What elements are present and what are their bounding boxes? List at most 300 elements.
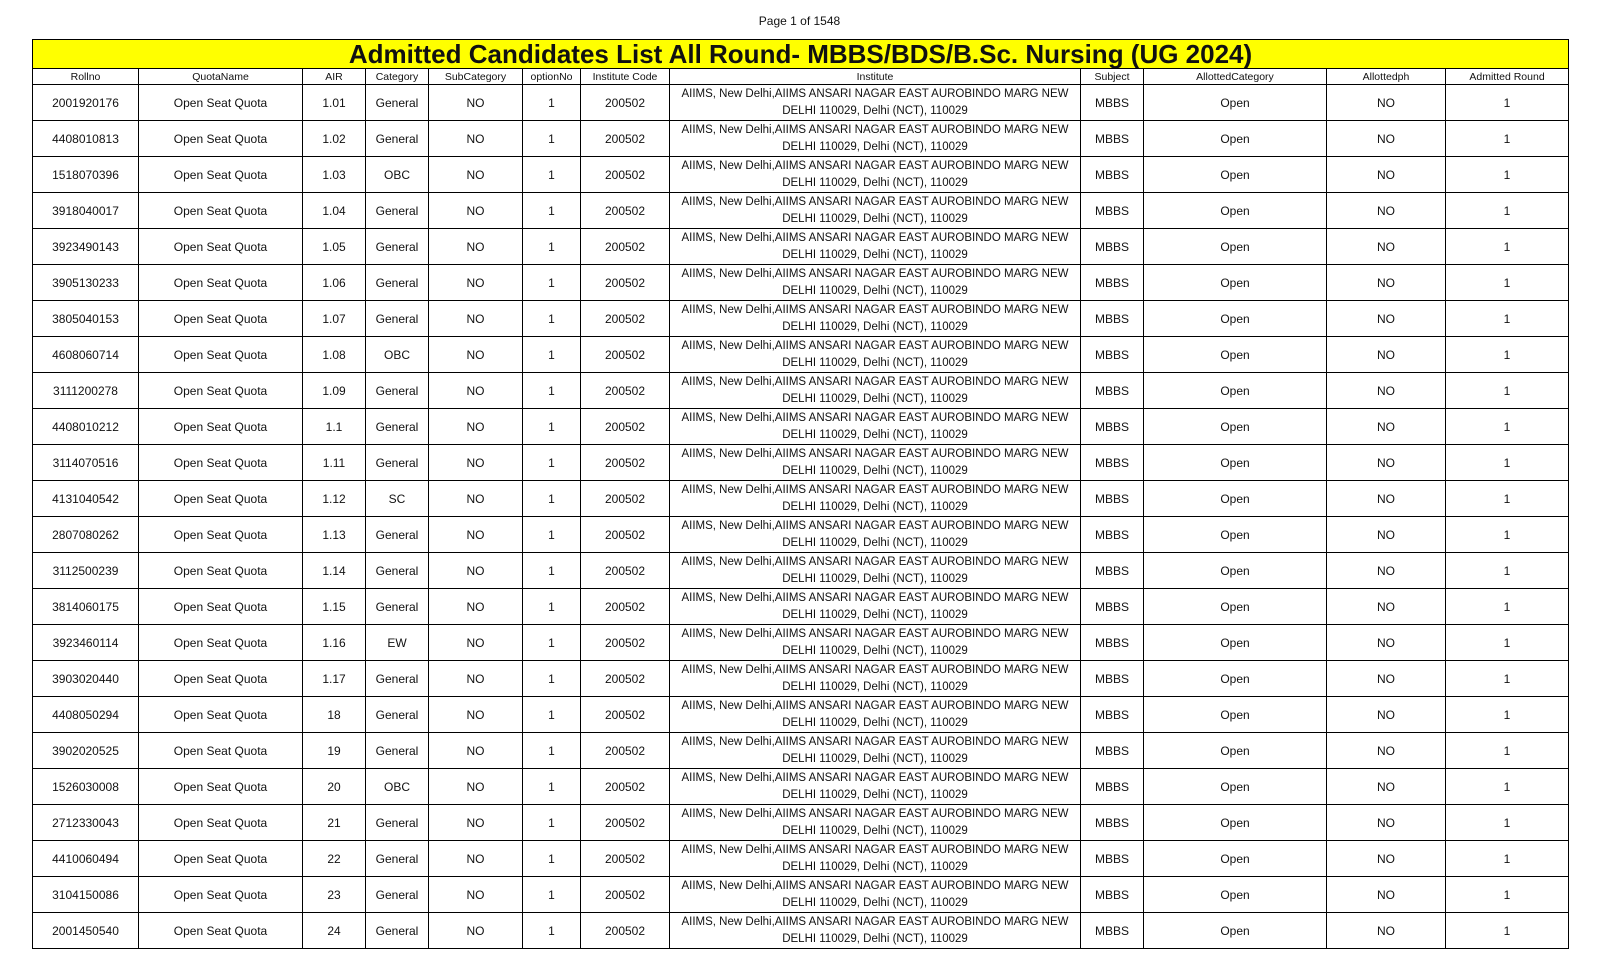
cell-category: General	[366, 265, 429, 301]
table-row	[33, 589, 1569, 625]
column-header: Admitted Round	[1446, 69, 1569, 85]
cell-subject: MBBS	[1081, 589, 1144, 625]
cell-subcategory: NO	[429, 85, 523, 121]
cell-subject: MBBS	[1081, 841, 1144, 877]
cell-allotted-ph: NO	[1327, 157, 1446, 193]
cell-subject: MBBS	[1081, 373, 1144, 409]
cell-option-no: 1	[523, 877, 581, 913]
cell-allotted-category: Open	[1144, 301, 1327, 337]
cell-air: 1.1	[303, 409, 366, 445]
cell-subject: MBBS	[1081, 625, 1144, 661]
cell-institute-code: 200502	[581, 877, 670, 913]
cell-admitted-round: 1	[1446, 697, 1569, 733]
cell-rollno: 3923460114	[33, 625, 139, 661]
institute-line-1: AIIMS, New Delhi,AIIMS ANSARI NAGAR EAST AUROBINDO MARG NEW	[681, 231, 1069, 244]
institute-line-2: DELHI 110029, Delhi (NCT), 110029	[782, 824, 968, 837]
cell-quota-name: Open Seat Quota	[139, 517, 303, 553]
cell-rollno: 2712330043	[33, 805, 139, 841]
cell-institute	[670, 805, 1081, 841]
cell-quota-name: Open Seat Quota	[139, 265, 303, 301]
cell-institute	[670, 121, 1081, 157]
cell-admitted-round: 1	[1446, 409, 1569, 445]
cell-option-no: 1	[523, 589, 581, 625]
institute-line-1: AIIMS, New Delhi,AIIMS ANSARI NAGAR EAST AUROBINDO MARG NEW	[681, 555, 1069, 568]
cell-option-no: 1	[523, 553, 581, 589]
cell-air: 1.15	[303, 589, 366, 625]
cell-quota-name: Open Seat Quota	[139, 157, 303, 193]
cell-air: 1.03	[303, 157, 366, 193]
institute-line-1: AIIMS, New Delhi,AIIMS ANSARI NAGAR EAST AUROBINDO MARG NEW	[681, 771, 1069, 784]
cell-subject: MBBS	[1081, 805, 1144, 841]
cell-category: General	[366, 553, 429, 589]
cell-rollno: 4608060714	[33, 337, 139, 373]
cell-option-no: 1	[523, 733, 581, 769]
cell-institute	[670, 841, 1081, 877]
cell-subject: MBBS	[1081, 697, 1144, 733]
cell-rollno: 4410060494	[33, 841, 139, 877]
cell-option-no: 1	[523, 769, 581, 805]
document-title: Admitted Candidates List All Round- MBBS/BDS/B.Sc. Nursing (UG 2024)	[33, 40, 1569, 69]
cell-quota-name: Open Seat Quota	[139, 409, 303, 445]
cell-allotted-ph: NO	[1327, 265, 1446, 301]
cell-allotted-ph: NO	[1327, 121, 1446, 157]
cell-admitted-round: 1	[1446, 805, 1569, 841]
cell-subcategory: NO	[429, 805, 523, 841]
cell-admitted-round: 1	[1446, 517, 1569, 553]
cell-institute	[670, 589, 1081, 625]
cell-admitted-round: 1	[1446, 841, 1569, 877]
cell-allotted-category: Open	[1144, 553, 1327, 589]
institute-line-2: DELHI 110029, Delhi (NCT), 110029	[782, 860, 968, 873]
cell-rollno: 3104150086	[33, 877, 139, 913]
cell-allotted-ph: NO	[1327, 625, 1446, 661]
cell-allotted-ph: NO	[1327, 841, 1446, 877]
institute-line-1: AIIMS, New Delhi,AIIMS ANSARI NAGAR EAST AUROBINDO MARG NEW	[681, 159, 1069, 172]
column-header: Subject	[1081, 69, 1144, 85]
institute-line-2: DELHI 110029, Delhi (NCT), 110029	[782, 788, 968, 801]
cell-option-no: 1	[523, 337, 581, 373]
cell-allotted-category: Open	[1144, 805, 1327, 841]
cell-allotted-ph: NO	[1327, 589, 1446, 625]
cell-allotted-category: Open	[1144, 769, 1327, 805]
cell-allotted-category: Open	[1144, 661, 1327, 697]
institute-line-2: DELHI 110029, Delhi (NCT), 110029	[782, 932, 968, 945]
cell-institute	[670, 193, 1081, 229]
cell-air: 1.17	[303, 661, 366, 697]
cell-institute-code: 200502	[581, 157, 670, 193]
institute-line-1: AIIMS, New Delhi,AIIMS ANSARI NAGAR EAST AUROBINDO MARG NEW	[681, 699, 1069, 712]
table-row	[33, 517, 1569, 553]
cell-institute-code: 200502	[581, 445, 670, 481]
cell-allotted-ph: NO	[1327, 877, 1446, 913]
table-row	[33, 481, 1569, 517]
cell-allotted-ph: NO	[1327, 337, 1446, 373]
cell-allotted-ph: NO	[1327, 373, 1446, 409]
cell-air: 1.09	[303, 373, 366, 409]
column-header: Allottedph	[1327, 69, 1446, 85]
institute-line-1: AIIMS, New Delhi,AIIMS ANSARI NAGAR EAST AUROBINDO MARG NEW	[681, 663, 1069, 676]
cell-air: 1.02	[303, 121, 366, 157]
cell-institute	[670, 157, 1081, 193]
institute-line-2: DELHI 110029, Delhi (NCT), 110029	[782, 896, 968, 909]
cell-quota-name: Open Seat Quota	[139, 625, 303, 661]
institute-line-2: DELHI 110029, Delhi (NCT), 110029	[782, 644, 968, 657]
cell-subject: MBBS	[1081, 229, 1144, 265]
cell-subcategory: NO	[429, 301, 523, 337]
cell-subcategory: NO	[429, 877, 523, 913]
cell-rollno: 3814060175	[33, 589, 139, 625]
table-row	[33, 805, 1569, 841]
cell-option-no: 1	[523, 805, 581, 841]
cell-allotted-category: Open	[1144, 373, 1327, 409]
cell-allotted-category: Open	[1144, 841, 1327, 877]
cell-quota-name: Open Seat Quota	[139, 337, 303, 373]
institute-line-1: AIIMS, New Delhi,AIIMS ANSARI NAGAR EAST AUROBINDO MARG NEW	[681, 411, 1069, 424]
cell-quota-name: Open Seat Quota	[139, 877, 303, 913]
column-header: AllottedCategory	[1144, 69, 1327, 85]
cell-allotted-category: Open	[1144, 733, 1327, 769]
cell-rollno: 1518070396	[33, 157, 139, 193]
cell-allotted-category: Open	[1144, 625, 1327, 661]
institute-line-1: AIIMS, New Delhi,AIIMS ANSARI NAGAR EAST AUROBINDO MARG NEW	[681, 303, 1069, 316]
cell-institute-code: 200502	[581, 265, 670, 301]
cell-institute	[670, 913, 1081, 949]
table-row	[33, 373, 1569, 409]
cell-admitted-round: 1	[1446, 121, 1569, 157]
cell-subcategory: NO	[429, 769, 523, 805]
cell-air: 24	[303, 913, 366, 949]
cell-allotted-ph: NO	[1327, 553, 1446, 589]
table-row	[33, 445, 1569, 481]
cell-institute-code: 200502	[581, 85, 670, 121]
cell-rollno: 4408010813	[33, 121, 139, 157]
table-row	[33, 229, 1569, 265]
cell-institute-code: 200502	[581, 805, 670, 841]
cell-quota-name: Open Seat Quota	[139, 769, 303, 805]
cell-subcategory: NO	[429, 373, 523, 409]
cell-subcategory: NO	[429, 193, 523, 229]
cell-quota-name: Open Seat Quota	[139, 481, 303, 517]
cell-rollno: 3805040153	[33, 301, 139, 337]
column-header: Rollno	[33, 69, 139, 85]
cell-allotted-ph: NO	[1327, 85, 1446, 121]
cell-category: OBC	[366, 769, 429, 805]
column-header: Institute Code	[581, 69, 670, 85]
cell-allotted-category: Open	[1144, 445, 1327, 481]
cell-subcategory: NO	[429, 697, 523, 733]
cell-quota-name: Open Seat Quota	[139, 589, 303, 625]
cell-rollno: 4131040542	[33, 481, 139, 517]
cell-admitted-round: 1	[1446, 85, 1569, 121]
cell-allotted-category: Open	[1144, 85, 1327, 121]
cell-option-no: 1	[523, 481, 581, 517]
cell-allotted-ph: NO	[1327, 697, 1446, 733]
cell-admitted-round: 1	[1446, 589, 1569, 625]
cell-quota-name: Open Seat Quota	[139, 661, 303, 697]
cell-category: OBC	[366, 337, 429, 373]
cell-institute-code: 200502	[581, 553, 670, 589]
institute-line-2: DELHI 110029, Delhi (NCT), 110029	[782, 428, 968, 441]
table-row	[33, 301, 1569, 337]
column-header: optionNo	[523, 69, 581, 85]
cell-institute	[670, 445, 1081, 481]
cell-institute-code: 200502	[581, 733, 670, 769]
cell-option-no: 1	[523, 661, 581, 697]
cell-institute-code: 200502	[581, 913, 670, 949]
cell-institute	[670, 85, 1081, 121]
cell-rollno: 2001450540	[33, 913, 139, 949]
cell-rollno: 3923490143	[33, 229, 139, 265]
table-row	[33, 625, 1569, 661]
cell-institute-code: 200502	[581, 769, 670, 805]
cell-subject: MBBS	[1081, 445, 1144, 481]
cell-subject: MBBS	[1081, 85, 1144, 121]
cell-allotted-ph: NO	[1327, 445, 1446, 481]
cell-category: SC	[366, 481, 429, 517]
cell-category: General	[366, 409, 429, 445]
column-header: AIR	[303, 69, 366, 85]
cell-subject: MBBS	[1081, 265, 1144, 301]
institute-line-2: DELHI 110029, Delhi (NCT), 110029	[782, 392, 968, 405]
institute-line-2: DELHI 110029, Delhi (NCT), 110029	[782, 140, 968, 153]
cell-admitted-round: 1	[1446, 337, 1569, 373]
cell-admitted-round: 1	[1446, 265, 1569, 301]
cell-admitted-round: 1	[1446, 373, 1569, 409]
cell-subcategory: NO	[429, 589, 523, 625]
cell-air: 1.11	[303, 445, 366, 481]
cell-institute-code: 200502	[581, 301, 670, 337]
cell-institute	[670, 481, 1081, 517]
cell-option-no: 1	[523, 193, 581, 229]
cell-allotted-ph: NO	[1327, 301, 1446, 337]
cell-option-no: 1	[523, 517, 581, 553]
cell-admitted-round: 1	[1446, 481, 1569, 517]
institute-line-1: AIIMS, New Delhi,AIIMS ANSARI NAGAR EAST AUROBINDO MARG NEW	[681, 807, 1069, 820]
table-row	[33, 877, 1569, 913]
cell-subcategory: NO	[429, 625, 523, 661]
cell-option-no: 1	[523, 373, 581, 409]
cell-subject: MBBS	[1081, 517, 1144, 553]
cell-subcategory: NO	[429, 661, 523, 697]
institute-line-1: AIIMS, New Delhi,AIIMS ANSARI NAGAR EAST AUROBINDO MARG NEW	[681, 447, 1069, 460]
cell-allotted-ph: NO	[1327, 481, 1446, 517]
cell-air: 1.16	[303, 625, 366, 661]
cell-subject: MBBS	[1081, 661, 1144, 697]
cell-allotted-category: Open	[1144, 121, 1327, 157]
cell-institute-code: 200502	[581, 229, 670, 265]
table-row	[33, 121, 1569, 157]
cell-allotted-category: Open	[1144, 589, 1327, 625]
cell-quota-name: Open Seat Quota	[139, 85, 303, 121]
cell-quota-name: Open Seat Quota	[139, 841, 303, 877]
cell-air: 1.06	[303, 265, 366, 301]
table-row	[33, 553, 1569, 589]
table-row	[33, 265, 1569, 301]
cell-rollno: 3902020525	[33, 733, 139, 769]
cell-option-no: 1	[523, 301, 581, 337]
cell-allotted-ph: NO	[1327, 661, 1446, 697]
cell-allotted-category: Open	[1144, 409, 1327, 445]
table-row	[33, 193, 1569, 229]
cell-subject: MBBS	[1081, 409, 1144, 445]
cell-allotted-category: Open	[1144, 913, 1327, 949]
cell-subject: MBBS	[1081, 553, 1144, 589]
cell-quota-name: Open Seat Quota	[139, 121, 303, 157]
cell-category: General	[366, 697, 429, 733]
institute-line-2: DELHI 110029, Delhi (NCT), 110029	[782, 608, 968, 621]
table-row	[33, 409, 1569, 445]
cell-admitted-round: 1	[1446, 913, 1569, 949]
cell-allotted-ph: NO	[1327, 733, 1446, 769]
cell-option-no: 1	[523, 913, 581, 949]
table-row	[33, 157, 1569, 193]
page-number: Page 1 of 1548	[758, 14, 841, 28]
cell-subcategory: NO	[429, 913, 523, 949]
cell-category: General	[366, 229, 429, 265]
table-body	[33, 85, 1569, 949]
cell-admitted-round: 1	[1446, 157, 1569, 193]
cell-institute-code: 200502	[581, 589, 670, 625]
cell-admitted-round: 1	[1446, 553, 1569, 589]
cell-allotted-ph: NO	[1327, 805, 1446, 841]
institute-line-2: DELHI 110029, Delhi (NCT), 110029	[782, 752, 968, 765]
cell-allotted-category: Open	[1144, 229, 1327, 265]
institute-line-2: DELHI 110029, Delhi (NCT), 110029	[782, 104, 968, 117]
cell-institute-code: 200502	[581, 121, 670, 157]
cell-institute	[670, 697, 1081, 733]
institute-line-1: AIIMS, New Delhi,AIIMS ANSARI NAGAR EAST AUROBINDO MARG NEW	[681, 915, 1069, 928]
institute-line-1: AIIMS, New Delhi,AIIMS ANSARI NAGAR EAST AUROBINDO MARG NEW	[681, 339, 1069, 352]
table-row	[33, 733, 1569, 769]
cell-admitted-round: 1	[1446, 769, 1569, 805]
cell-category: General	[366, 517, 429, 553]
cell-allotted-ph: NO	[1327, 229, 1446, 265]
cell-air: 1.12	[303, 481, 366, 517]
institute-line-1: AIIMS, New Delhi,AIIMS ANSARI NAGAR EAST AUROBINDO MARG NEW	[681, 375, 1069, 388]
cell-institute-code: 200502	[581, 697, 670, 733]
institute-line-2: DELHI 110029, Delhi (NCT), 110029	[782, 356, 968, 369]
cell-allotted-ph: NO	[1327, 193, 1446, 229]
cell-subject: MBBS	[1081, 157, 1144, 193]
cell-institute-code: 200502	[581, 409, 670, 445]
cell-quota-name: Open Seat Quota	[139, 913, 303, 949]
cell-category: General	[366, 445, 429, 481]
cell-subcategory: NO	[429, 841, 523, 877]
cell-quota-name: Open Seat Quota	[139, 805, 303, 841]
cell-institute	[670, 301, 1081, 337]
institute-line-1: AIIMS, New Delhi,AIIMS ANSARI NAGAR EAST AUROBINDO MARG NEW	[681, 267, 1069, 280]
cell-option-no: 1	[523, 625, 581, 661]
cell-allotted-category: Open	[1144, 193, 1327, 229]
cell-admitted-round: 1	[1446, 625, 1569, 661]
cell-subcategory: NO	[429, 553, 523, 589]
cell-subject: MBBS	[1081, 301, 1144, 337]
cell-category: General	[366, 877, 429, 913]
cell-allotted-category: Open	[1144, 517, 1327, 553]
cell-allotted-ph: NO	[1327, 409, 1446, 445]
table-row	[33, 697, 1569, 733]
cell-category: General	[366, 373, 429, 409]
cell-rollno: 1526030008	[33, 769, 139, 805]
institute-line-1: AIIMS, New Delhi,AIIMS ANSARI NAGAR EAST AUROBINDO MARG NEW	[681, 87, 1069, 100]
cell-air: 22	[303, 841, 366, 877]
admitted-candidates-table	[32, 39, 1569, 949]
table-row	[33, 337, 1569, 373]
cell-subject: MBBS	[1081, 193, 1144, 229]
institute-line-2: DELHI 110029, Delhi (NCT), 110029	[782, 716, 968, 729]
cell-rollno: 3903020440	[33, 661, 139, 697]
cell-institute-code: 200502	[581, 373, 670, 409]
institute-line-2: DELHI 110029, Delhi (NCT), 110029	[782, 248, 968, 261]
cell-subcategory: NO	[429, 157, 523, 193]
table-row	[33, 85, 1569, 121]
cell-institute-code: 200502	[581, 193, 670, 229]
cell-subcategory: NO	[429, 517, 523, 553]
institute-line-2: DELHI 110029, Delhi (NCT), 110029	[782, 536, 968, 549]
cell-institute	[670, 625, 1081, 661]
cell-option-no: 1	[523, 265, 581, 301]
cell-quota-name: Open Seat Quota	[139, 553, 303, 589]
institute-line-1: AIIMS, New Delhi,AIIMS ANSARI NAGAR EAST AUROBINDO MARG NEW	[681, 591, 1069, 604]
cell-quota-name: Open Seat Quota	[139, 193, 303, 229]
cell-rollno: 4408050294	[33, 697, 139, 733]
cell-admitted-round: 1	[1446, 733, 1569, 769]
cell-rollno: 3114070516	[33, 445, 139, 481]
cell-air: 1.14	[303, 553, 366, 589]
cell-allotted-category: Open	[1144, 697, 1327, 733]
cell-air: 1.04	[303, 193, 366, 229]
cell-subcategory: NO	[429, 229, 523, 265]
cell-subcategory: NO	[429, 481, 523, 517]
cell-subcategory: NO	[429, 409, 523, 445]
institute-line-2: DELHI 110029, Delhi (NCT), 110029	[782, 500, 968, 513]
cell-allotted-category: Open	[1144, 877, 1327, 913]
cell-rollno: 3111200278	[33, 373, 139, 409]
institute-line-2: DELHI 110029, Delhi (NCT), 110029	[782, 680, 968, 693]
institute-line-1: AIIMS, New Delhi,AIIMS ANSARI NAGAR EAST AUROBINDO MARG NEW	[681, 627, 1069, 640]
institute-line-2: DELHI 110029, Delhi (NCT), 110029	[782, 320, 968, 333]
cell-allotted-category: Open	[1144, 481, 1327, 517]
cell-rollno: 3905130233	[33, 265, 139, 301]
cell-category: General	[366, 85, 429, 121]
cell-category: General	[366, 841, 429, 877]
cell-subcategory: NO	[429, 121, 523, 157]
cell-rollno: 2001920176	[33, 85, 139, 121]
cell-institute	[670, 661, 1081, 697]
cell-institute	[670, 337, 1081, 373]
cell-category: General	[366, 589, 429, 625]
cell-institute	[670, 373, 1081, 409]
cell-air: 1.01	[303, 85, 366, 121]
institute-line-1: AIIMS, New Delhi,AIIMS ANSARI NAGAR EAST AUROBINDO MARG NEW	[681, 879, 1069, 892]
cell-institute	[670, 229, 1081, 265]
cell-admitted-round: 1	[1446, 445, 1569, 481]
cell-category: General	[366, 733, 429, 769]
cell-air: 1.08	[303, 337, 366, 373]
cell-quota-name: Open Seat Quota	[139, 373, 303, 409]
institute-line-1: AIIMS, New Delhi,AIIMS ANSARI NAGAR EAST AUROBINDO MARG NEW	[681, 123, 1069, 136]
cell-admitted-round: 1	[1446, 661, 1569, 697]
cell-allotted-category: Open	[1144, 265, 1327, 301]
cell-category: OBC	[366, 157, 429, 193]
cell-institute	[670, 409, 1081, 445]
cell-institute	[670, 733, 1081, 769]
cell-category: General	[366, 301, 429, 337]
column-header: Category	[366, 69, 429, 85]
cell-subcategory: NO	[429, 337, 523, 373]
cell-subject: MBBS	[1081, 877, 1144, 913]
cell-subject: MBBS	[1081, 769, 1144, 805]
